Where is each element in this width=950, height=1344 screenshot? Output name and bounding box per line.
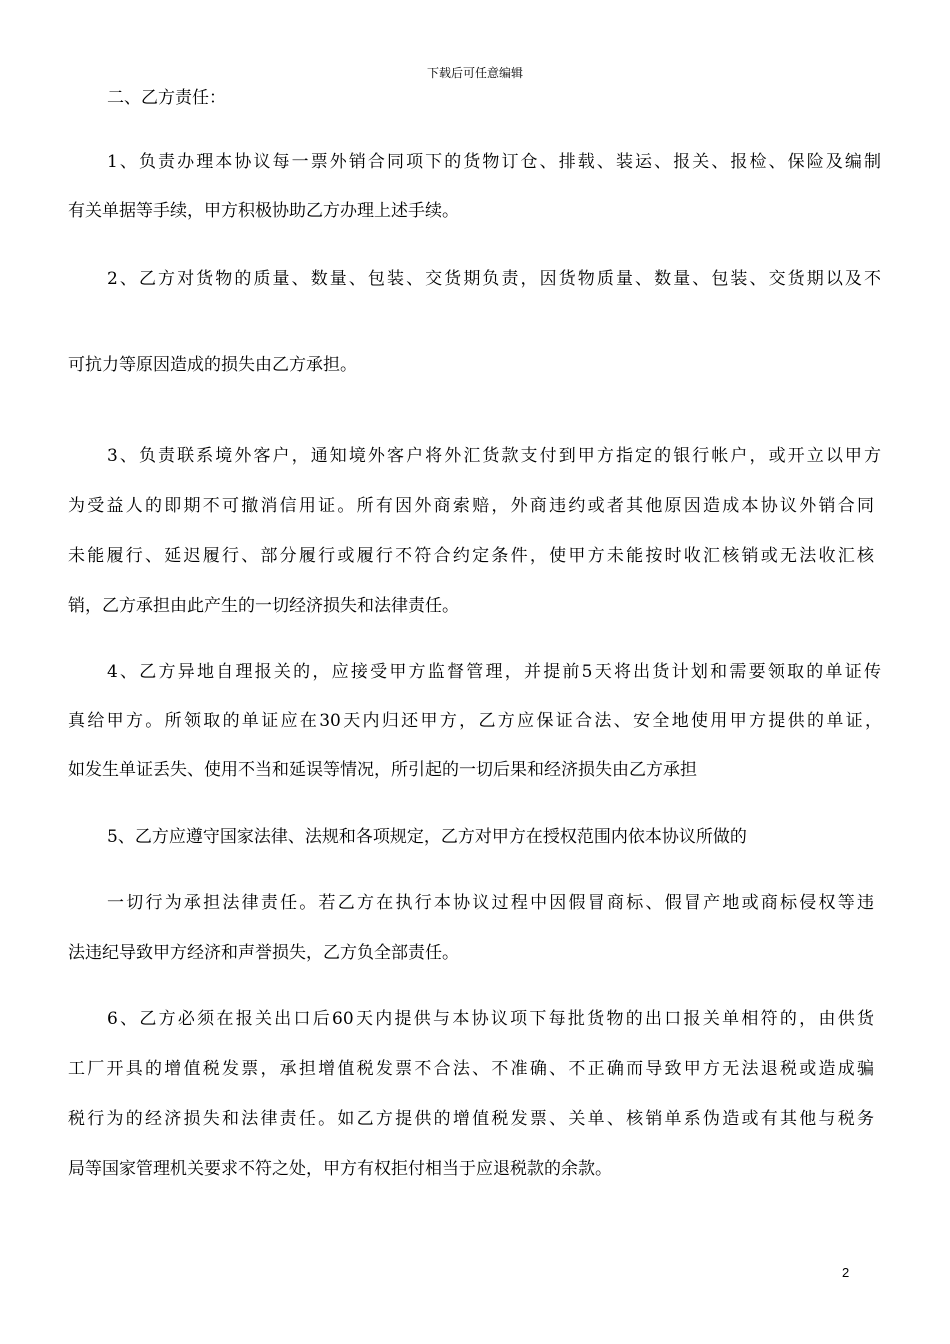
paragraph-6-line-1: 6、乙方必须在报关出口后60天内提供与本协议项下每批货物的出口报关单相符的，由供货 [107,1009,874,1029]
paragraph-3-line-2: 为受益人的即期不可撤消信用证。所有因外商索赔，外商违约或者其他原因造成本协议外销合同 [68,496,874,516]
paragraph-4-line-2: 真给甲方。所领取的单证应在30天内归还甲方，乙方应保证合法、安全地使用甲方提供的单证， [68,711,882,731]
paragraph-1-line-1: 1、负责办理本协议每一票外销合同项下的货物订仓、排载、装运、报关、报检、保险及编制 [107,152,881,172]
paragraph-2-line-2: 可抗力等原因造成的损失由乙方承担。 [68,355,357,375]
paragraph-1-line-2: 有关单据等手续，甲方积极协助乙方办理上述手续。 [68,201,459,221]
page-header: 下载后可任意编辑 [426,66,523,80]
paragraph-4-line-1: 4、乙方异地自理报关的，应接受甲方监督管理，并提前5天将出货计划和需要领取的单证传 [107,662,881,682]
paragraph-4-line-3: 如发生单证丢失、使用不当和延误等情况，所引起的一切后果和经济损失由乙方承担 [68,760,697,780]
paragraph-6-line-3: 税行为的经济损失和法律责任。如乙方提供的增值税发票、关单、核销单系伪造或有其他与税务 [68,1109,874,1129]
paragraph-6-line-4: 局等国家管理机关要求不符之处，甲方有权拒付相当于应退税款的余款。 [68,1159,612,1179]
paragraph-5-line-2: 一切行为承担法律责任。若乙方在执行本协议过程中因假冒商标、假冒产地或商标侵权等违 [107,893,874,913]
paragraph-3-line-1: 3、负责联系境外客户，通知境外客户将外汇货款支付到甲方指定的银行帐户，或开立以甲方 [107,446,881,466]
paragraph-2-line-1: 2、乙方对货物的质量、数量、包装、交货期负责，因货物质量、数量、包装、交货期以及不 [107,269,881,289]
paragraph-3-line-4: 销，乙方承担由此产生的一切经济损失和法律责任。 [68,596,459,616]
page-number: 2 [842,1265,850,1280]
paragraph-3-line-3: 未能履行、延迟履行、部分履行或履行不符合约定条件，使甲方未能按时收汇核销或无法收汇核 [68,546,874,566]
paragraph-5-line-1: 5、乙方应遵守国家法律、法规和各项规定，乙方对甲方在授权范围内依本协议所做的 [107,827,747,847]
paragraph-6-line-2: 工厂开具的增值税发票，承担增值税发票不合法、不准确、不正确而导致甲方无法退税或造成骗 [68,1059,874,1079]
paragraph-5-line-3: 法违纪导致甲方经济和声誉损失，乙方负全部责任。 [68,943,459,963]
section-title: 二、乙方责任： [107,88,226,108]
